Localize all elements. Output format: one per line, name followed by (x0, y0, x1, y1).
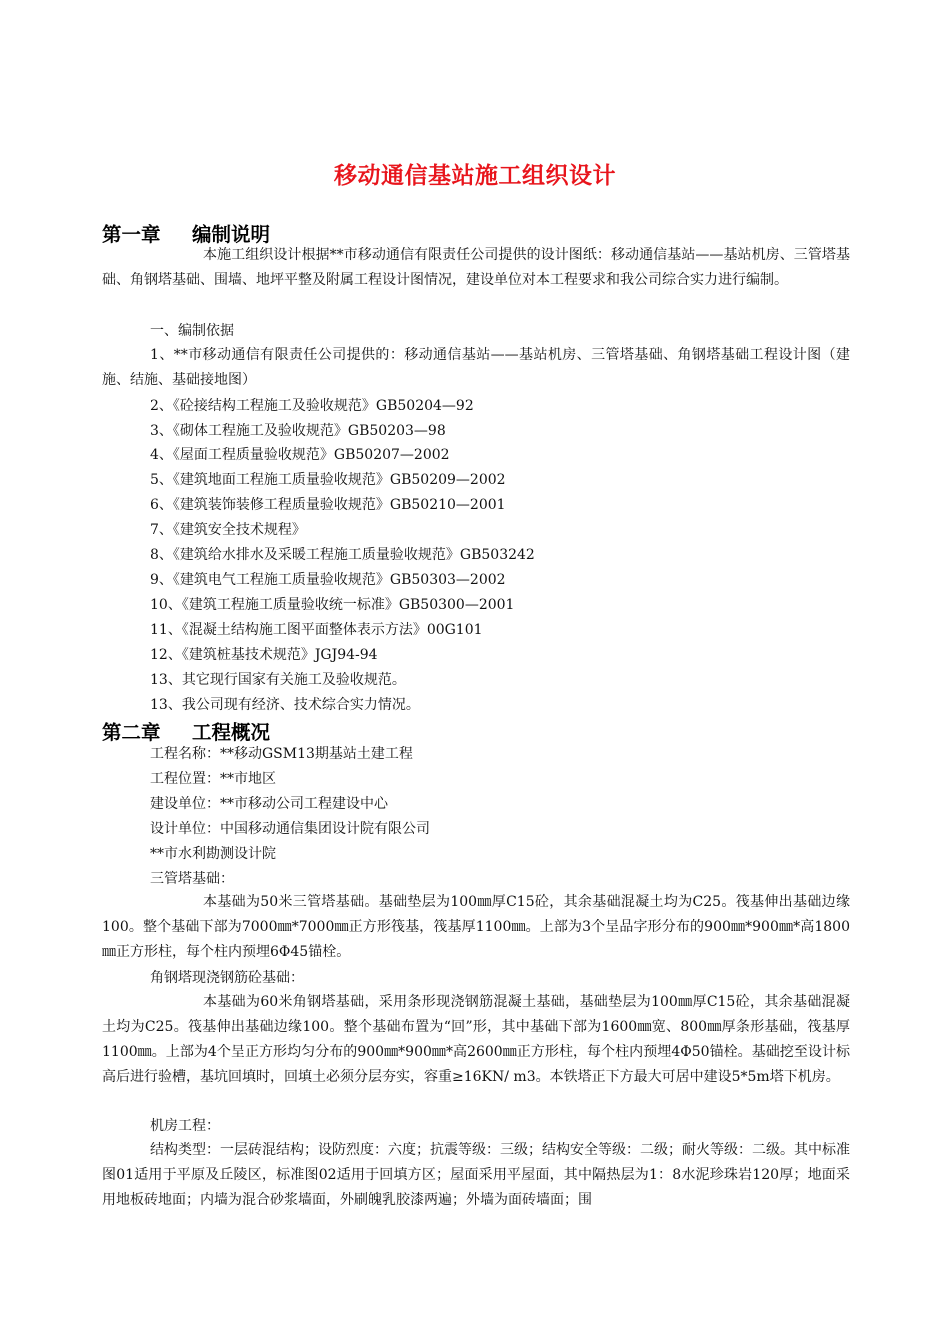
angle-tower-text: 本基础为60米角钢塔基础，采用条形现浇钢筋混凝土基础，基础垫层为100㎜厚C15砼，其余基础混凝土均为C25。筏基伸出基础边缘100。整个基础布置为“回”形，其中基础下部为1600㎜宽、800㎜厚条形基础，筏基厚1100㎜。上部为4个呈正方形均匀分布的900㎜*900㎜*高2600㎜正方形柱，每个柱内预埋4Φ50锚栓。基础挖至设计标高后进行验槽，基坑回填时，回填土必须分层夯实，容重≥16KN/ m3。本铁塔正下方最大可居中建设5*5m塔下机房。 (102, 994, 850, 1085)
basis-item: 8、《建筑给水排水及采暖工程施工质量验收规范》GB503242 (150, 547, 535, 563)
tube-tower-heading: 三管塔基础： (150, 871, 234, 887)
basis-item-1: 1、**市移动通信有限责任公司提供的：移动通信基站——基站机房、三管塔基础、角钢塔基础工程设计图（建施、结施、基础接地图） (102, 347, 850, 388)
chapter1-number: 第一章 (102, 223, 161, 246)
chapter1-intro: 本施工组织设计根据**市移动通信有限责任公司提供的设计图纸：移动通信基站——基站机房、三管塔基础、角钢塔基础、围墙、地坪平整及附属工程设计图情况，建设单位对本工程要求和我公司综合实力进行编制。 (102, 247, 850, 288)
basis-item: 13、我公司现有经济、技术综合实力情况。 (150, 697, 420, 713)
basis-item: 5、《建筑地面工程施工质量验收规范》GB50209—2002 (150, 472, 506, 488)
chapter2-heading (102, 717, 270, 745)
basis-item: 3、《砌体工程施工及验收规范》GB50203—98 (150, 423, 446, 439)
basis-item: 13、其它现行国家有关施工及验收规范。 (150, 672, 406, 688)
basis-item: 10、《建筑工程施工质量验收统一标准》GB50300—2001 (150, 597, 515, 613)
basis-item: 12、《建筑桩基技术规范》JGJ94-94 (150, 647, 378, 663)
basis-heading: 一、编制依据 (150, 323, 234, 339)
document-title: 移动通信基站施工组织设计 (334, 163, 616, 189)
chapter1-name: 编制说明 (192, 223, 271, 246)
room-heading: 机房工程： (150, 1118, 220, 1134)
basis-item: 6、《建筑装饰装修工程质量验收规范》GB50210—2001 (150, 497, 506, 513)
project-name: 工程名称：**移动GSM13期基站土建工程 (150, 746, 413, 762)
basis-item: 2、《砼接结构工程施工及验收规范》GB50204—92 (150, 398, 474, 414)
tube-tower-text: 本基础为50米三管塔基础。基础垫层为100㎜厚C15砼，其余基础混凝土均为C25。筏基伸出基础边缘100。整个基础下部为7000㎜*7000㎜正方形筏基，筏基厚1100㎜。上部为3个呈品字形分布的900㎜*900㎜*高1800㎜正方形柱，每个柱内预埋6Φ45锚栓。 (102, 894, 850, 960)
basis-item: 7、《建筑安全技术规程》 (150, 522, 306, 538)
basis-item: 4、《屋面工程质量验收规范》GB50207—2002 (150, 447, 450, 463)
basis-item: 11、《混凝土结构施工图平面整体表示方法》00G101 (150, 622, 483, 638)
room-text: 结构类型：一层砖混结构；设防烈度：六度；抗震等级：三级；结构安全等级：二级；耐火等级：二级。其中标准图01适用于平原及丘陵区，标准图02适用于回填方区；屋面采用平屋面，其中隔热层为1：8水泥珍珠岩120厚；地面采用地板砖地面；内墙为混合砂浆墙面，外刷魄乳胶漆两遍；外墙为面砖墙面；围 (102, 1142, 850, 1208)
project-designer: 设计单位：中国移动通信集团设计院有限公司 (150, 821, 430, 837)
basis-item: 9、《建筑电气工程施工质量验收规范》GB50303—2002 (150, 572, 506, 588)
angle-tower-heading: 角钢塔现浇钢筋砼基础： (150, 970, 304, 986)
project-designer-2: **市水利勘测设计院 (150, 846, 276, 862)
project-location: 工程位置：**市地区 (150, 771, 276, 787)
chapter2-number: 第二章 (102, 721, 161, 744)
project-owner: 建设单位：**市移动公司工程建设中心 (150, 796, 388, 812)
chapter2-name: 工程概况 (192, 721, 271, 744)
